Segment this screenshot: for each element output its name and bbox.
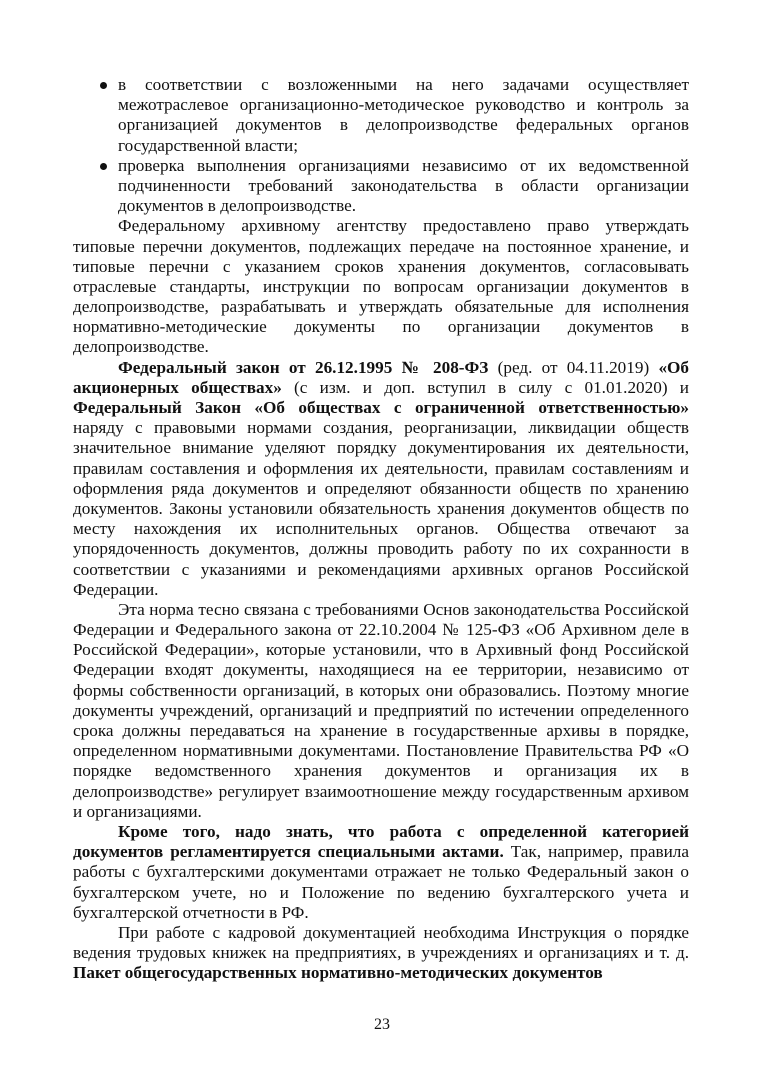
law-208-edition: (ред. от 04.11.2019) [488,357,659,377]
bullet-item [73,75,689,156]
bullet-text: в соответствии с возложенными на него задачами осуществляет межотраслевое организационно-методическое руководство и контроль за организацией документов в делопроизводстве федеральных органов государственной власти; [118,75,689,155]
paragraph-text: Федеральному архивному агентству предоставлено право утверждать типовые перечни документов, подлежащих передаче на постоянное хранение, и типовые перечни с указанием сроков хранения документов, согласовывать отраслевые стандарты, инструкции по вопросам организации документов в делопроизводстве, разрабатывать и утверждать обязательные для исполнения нормативно-методические документы по организации документов в делопроизводстве. [73,216,689,357]
bullet-icon [100,163,107,170]
paragraph-federal-laws [73,358,689,600]
paragraph-archive-fund [73,600,689,822]
paragraph-text: Эта норма тесно связана с требованиями Основ законодательства Российской Федерации и Федерального закона от 22.10.2004 № 125-ФЗ «Об Архивном деле в Российской Федерации», которые установили, что в Архивный фонд Российской Федерации входят документы, находящиеся на ее территории, независимо от формы собственности организаций, в которых они образовались. Поэтому многие документы учреждений, организаций и предприятий по истечении определенного срока должны передаваться на хранение в государственные архивы в порядке, определенном нормативными документами. Постановление Правительства РФ «О порядке ведомственного хранения документов и организация их в делопроизводстве» регулирует взаимоотношение между государственным архивом и организациями. [73,599,689,821]
paragraph-hr-docs [73,923,689,984]
law-208-amendments: (с изм. и доп. вступил в силу с 01.01.2020) и [281,377,689,397]
bullet-list [73,75,689,216]
bullet-icon [100,82,107,89]
paragraph-text: При работе с кадровой документацией необходима Инструкция о порядке ведения трудовых книжек на предприятиях, в учреждениях и организациях и т. д. [73,922,689,963]
paragraph-archive-agency [73,216,689,357]
paragraph-text: Так, например, правила работы с бухгалтерскими документами отражает не только Федеральный закон о бухгалтерском учете, но и Положение по ведению бухгалтерского учета и бухгалтерской отчетности в РФ. [73,842,689,922]
bullet-item [73,156,689,217]
bullet-text: проверка выполнения организациями независимо от их ведомственной подчиненности требований законодательства в области организации документов в делопроизводстве. [118,155,689,216]
law-208-title: Федеральный закон от 26.12.1995 № 208-ФЗ [118,357,489,377]
normative-package-emphasis: Пакет общегосударственных нормативно-методических документов [73,963,603,983]
law-llc-name: Федеральный Закон «Об обществах с ограниченной ответственностью» [73,398,689,417]
page-number: 23 [374,1016,390,1033]
paragraph-text: наряду с правовыми нормами создания, реорганизации, ликвидации обществ значительное внимание уделяют порядку документирования их деятельности, правилам составления и оформления их деятельности, правилам составлениям и оформления ряда документов и определяют обязанности обществ по хранению документов. Законы установили обязательность хранения документов обществ по месту нахождения их исполнительных органов. Общества отвечают за упорядоченность документов, должны проводить работу по их сохранности в соответствии с указаниями и рекомендациями архивных органов Российской Федерации. [73,418,689,599]
law-208-name: «Об акционерных обществах» [73,357,689,397]
special-acts-emphasis: Кроме того, надо знать, что работа с определенной категорией документов регламентируется специальными актами. [73,821,689,862]
paragraph-special-acts [73,822,689,923]
page-body [73,75,689,983]
